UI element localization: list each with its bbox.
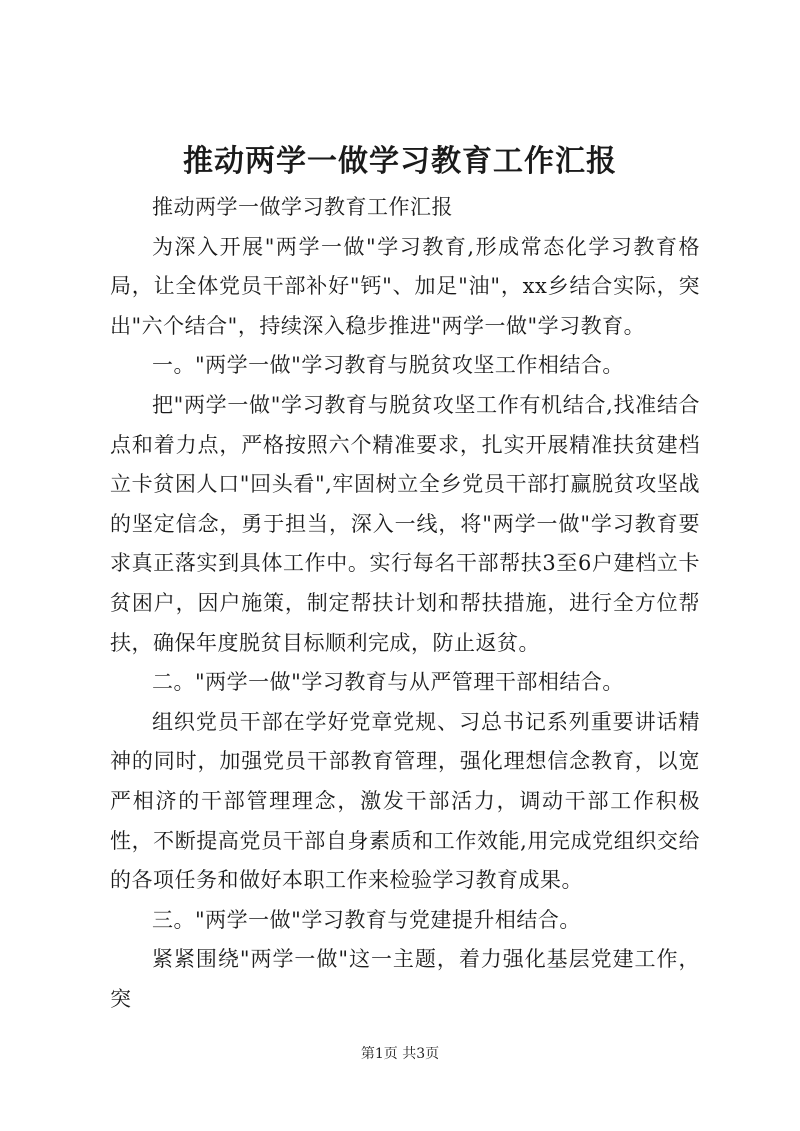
paragraph-subtitle: 推动两学一做学习教育工作汇报 xyxy=(152,195,453,219)
section-heading-3: 三。"两学一做"学习教育与党建提升相结合。 xyxy=(152,907,581,932)
paragraph-section-1: 把"两学一做"学习教育与脱贫攻坚工作有机结合,找准结合点和着力点，严格按照六个精准要求，扎实开展精准扶贫建档立卡贫困人口"回头看",牢固树立全乡党员干部打赢脱贫攻坚战的坚定信念，勇于担当，深入一线，将"两学一做"学习教育要求真正落实到具体工作中。实行每名干部帮扶3至6户建档立卡贫困户，因户施策，制定帮扶计划和帮扶措施，进行全方位帮扶，确保年度脱贫目标顺利完成，防止返贫。 xyxy=(110,392,700,655)
section-heading-1: 一。"两学一做"学习教育与脱贫攻坚工作相结合。 xyxy=(152,353,624,378)
section-heading-2: 二。"两学一做"学习教育与从严管理干部相结合。 xyxy=(152,670,624,695)
paragraph-section-3: 紧紧围绕"两学一做"这一主题，着力强化基层党建工作，突 xyxy=(110,947,700,1011)
paragraph-intro: 为深入开展"两学一做"学习教育,形成常态化学习教育格局，让全体党员干部补好"钙"、加足"油"，xx乡结合实际，突出"六个结合"，持续深入稳步推进"两学一做"学习教育。 xyxy=(110,234,700,338)
paragraph-section-2: 组织党员干部在学好党章党规、习总书记系列重要讲话精神的同时，加强党员干部教育管理，强化理想信念教育，以宽严相济的干部管理理念，激发干部活力，调动干部工作积极性，不断提高党员干部自身素质和工作效能,用完成党组织交给的各项任务和做好本职工作来检验学习教育成果。 xyxy=(110,709,700,893)
document-body xyxy=(110,188,700,1019)
page-number-footer: 第1页 共3页 xyxy=(360,1046,440,1062)
page-title: 推动两学一做学习教育工作汇报 xyxy=(183,144,617,179)
